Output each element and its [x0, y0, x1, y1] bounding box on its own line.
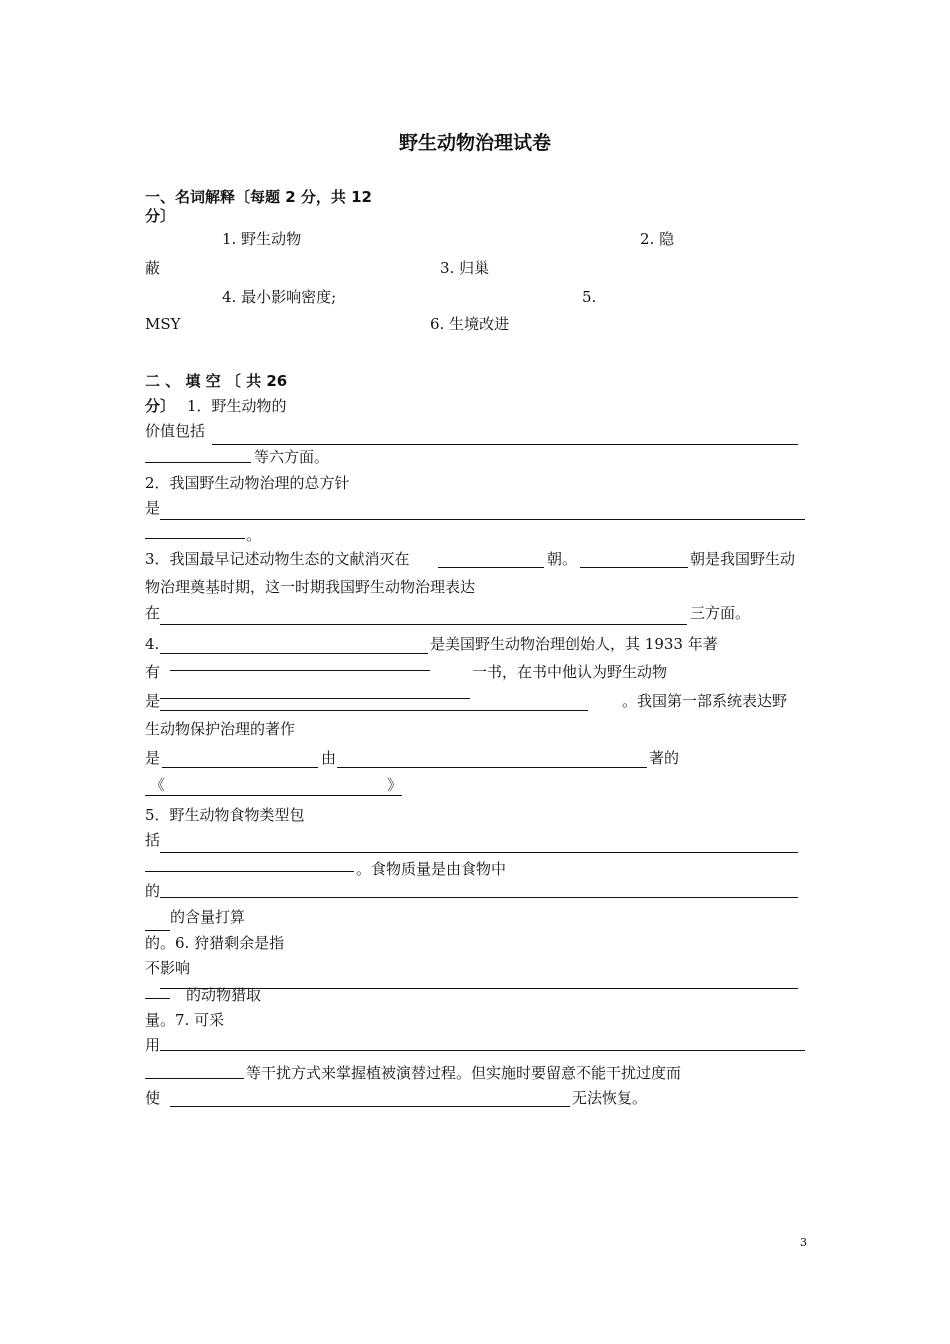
blank-line: [170, 1106, 570, 1107]
question-3: 3．我国最早记述动物生态的文献消灭在: [145, 550, 410, 568]
blank-line: [145, 998, 170, 999]
blank-line: [145, 1078, 244, 1079]
question-3-line2: 物治理奠基时期，这一时期我国野生动物治理表达: [145, 578, 476, 596]
blank-line: [160, 624, 687, 625]
question-6-line2: 的动物猎取: [186, 986, 262, 1004]
term-6: 6. 生境改进: [430, 315, 510, 333]
question-5-line4: 的含量打算: [170, 908, 246, 926]
question-4-wrote: 著的: [649, 749, 680, 767]
blank-line: [145, 538, 245, 539]
question-4: 4.: [145, 635, 160, 653]
question-7-end: 无法恢复。: [572, 1089, 648, 1107]
question-2-cont: 是: [145, 499, 161, 517]
question-2-end: 。: [246, 526, 262, 544]
section1-heading-cont: 分〕: [145, 207, 176, 225]
blank-line: [145, 795, 402, 796]
section2-heading-cont: 分〕: [145, 397, 176, 415]
blank-line: [170, 670, 430, 671]
page-number: 3: [800, 1236, 807, 1249]
question-1-cont: 价值包括: [145, 422, 206, 440]
book-open-bracket: 《: [150, 776, 166, 794]
blank-line: [160, 710, 588, 711]
blank-line: [160, 1050, 805, 1051]
question-4-line3: 是: [145, 692, 161, 710]
question-5-line3: 的: [145, 882, 161, 900]
question-5-line2: 。食物质量是由食物中: [356, 860, 507, 878]
question-6-cont: 不影响: [145, 959, 191, 977]
term-2-cont: 蔽: [145, 259, 161, 277]
term-5-cont: MSY: [145, 315, 181, 333]
question-7-line3: 使: [145, 1089, 161, 1107]
question-4-cont: 是美国野生动物治理创始人，其 1933 年著: [430, 635, 718, 653]
blank-line: [145, 462, 251, 463]
question-5: 5．野生动物食物类型包: [145, 806, 305, 824]
question-1: 1．野生动物的: [187, 397, 287, 415]
book-close-bracket: 》: [387, 776, 403, 794]
term-2: 2. 隐: [640, 230, 675, 248]
question-4-line5: 是: [145, 749, 161, 767]
question-1-end: 等六方面。: [254, 448, 330, 466]
blank-line: [160, 852, 798, 853]
question-3-chao: 朝。: [547, 550, 578, 568]
blank-line: [580, 567, 688, 568]
section1-heading: 一、名词解释〔每题 2 分，共 12: [145, 188, 372, 206]
question-4-book: 一书，在书中他认为野生动物: [472, 663, 668, 681]
question-4-by: 由: [321, 749, 337, 767]
question-4-line3-end: 。我国第一部系统表达野: [622, 692, 788, 710]
question-7-line2: 等干扰方式来掌握植被演替过程。但实施时要留意不能干扰过度而: [246, 1064, 682, 1082]
blank-line: [160, 698, 470, 699]
question-2: 2．我国野生动物治理的总方针: [145, 474, 350, 492]
blank-line: [212, 444, 798, 445]
term-1: 1. 野生动物: [222, 230, 302, 248]
question-5-cont: 括: [145, 831, 161, 849]
blank-line: [160, 897, 798, 898]
blank-line: [162, 767, 318, 768]
section2-heading: 二 、 填 空 〔 共 26: [145, 372, 288, 390]
question-4-line2: 有: [145, 663, 161, 681]
blank-line: [145, 871, 354, 872]
blank-line: [337, 767, 647, 768]
term-5: 5.: [582, 288, 597, 306]
question-3-cont: 朝是我国野生动: [690, 550, 796, 568]
question-7-cont: 用: [145, 1036, 161, 1054]
exam-title: 野生动物治理试卷: [398, 132, 551, 154]
term-3: 3. 归巢: [440, 259, 490, 277]
blank-line: [438, 567, 544, 568]
blank-line: [145, 930, 170, 931]
question-3-line3: 在: [145, 604, 161, 622]
blank-line: [160, 653, 428, 654]
question-3-end: 三方面。: [690, 604, 751, 622]
blank-line: [160, 519, 805, 520]
question-6: 的。6. 狩猎剩余是指: [145, 934, 285, 952]
question-7: 量。7. 可采: [145, 1011, 225, 1029]
term-4: 4. 最小影响密度;: [222, 288, 337, 306]
question-4-line4: 生动物保护治理的著作: [145, 720, 296, 738]
